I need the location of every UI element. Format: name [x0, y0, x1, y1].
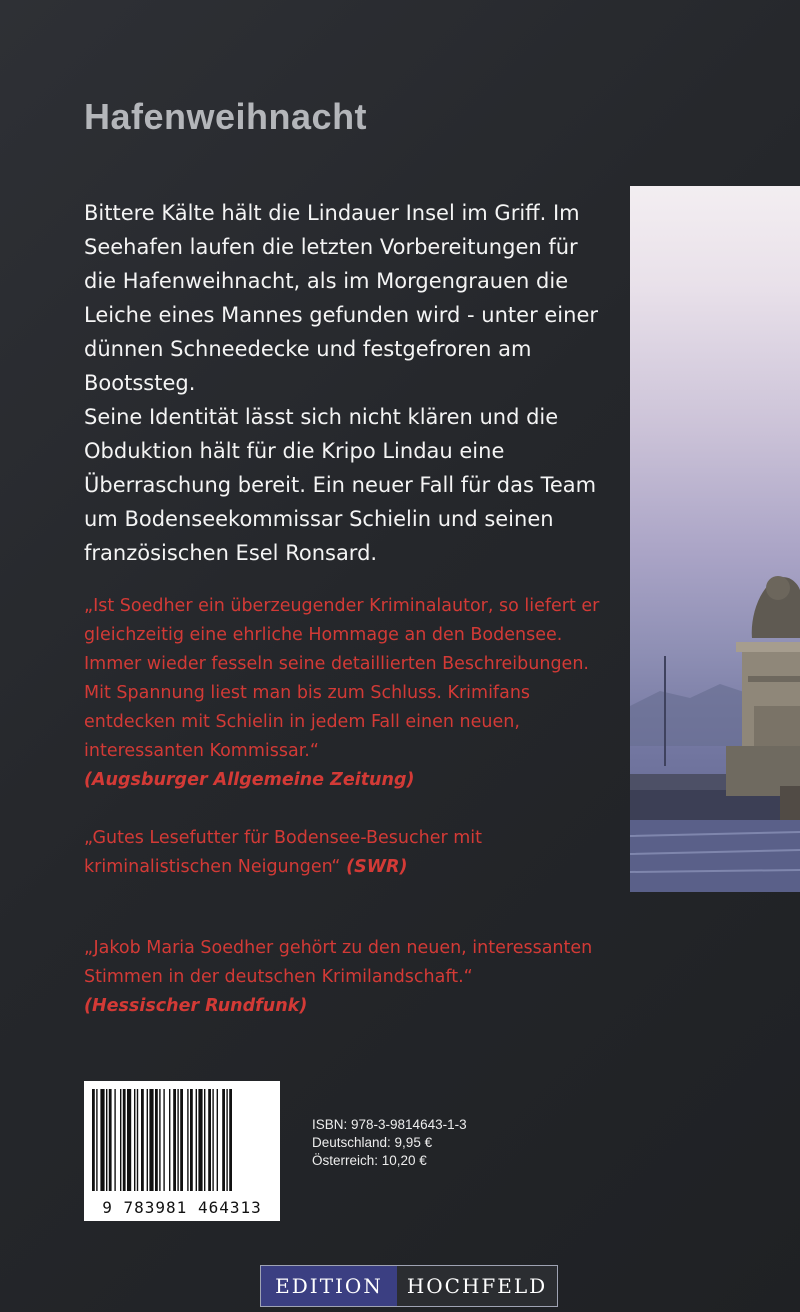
review-quote — [84, 592, 604, 795]
review-text: „Gutes Lesefutter für Bodensee-Besucher mit kriminalistischen Neigungen“ — [84, 828, 483, 877]
book-blurb — [84, 196, 604, 570]
price-germany: Deutschland: 9,95 € — [312, 1135, 433, 1150]
review-text: „Ist Soedher ein überzeugender Kriminalautor, so liefert er gleichzeitig eine ehrliche Hommage an den Bodensee. Immer wieder fesseln seine detaillierten Beschreibungen. Mit Spannung liest man bis zum Schluss. Krimifans entdecken mit Schielin in jedem Fall einen neuen, interessanten Kommissar.“ — [84, 596, 600, 761]
price-austria: Österreich: 10,20 € — [312, 1153, 427, 1168]
cover-photo-lindau-harbor — [630, 186, 800, 892]
barcode-digits: 9 783981 464313 — [102, 1198, 262, 1217]
publisher-logo-left: EDITION — [261, 1266, 397, 1306]
review-source: (Augsburger Allgemeine Zeitung) — [84, 770, 415, 790]
review-quote — [84, 824, 604, 882]
review-source: (Hessischer Rundfunk) — [84, 996, 308, 1016]
isbn-text: ISBN: 978-3-9814643-1-3 — [312, 1117, 467, 1132]
price-info — [312, 1116, 467, 1170]
harbor-lion-illustration — [630, 186, 800, 892]
publisher-logo — [260, 1265, 558, 1307]
book-title: Hafenweihnacht — [84, 96, 368, 137]
blurb-paragraph: Seine Identität lässt sich nicht klären und die Obduktion hält für die Kripo Lindau eine Überraschung bereit. Ein neuer Fall für das Team um Bodenseekommissar Schielin und seinen französischen Esel Ronsard. — [84, 405, 597, 565]
isbn-barcode — [84, 1081, 280, 1221]
review-source: (SWR) — [346, 857, 408, 877]
review-text: „Jakob Maria Soedher gehört zu den neuen, interessanten Stimmen in der deutschen Krimilandschaft.“ — [84, 938, 593, 987]
publisher-logo-right: HOCHFELD — [397, 1266, 557, 1306]
blurb-paragraph: Bittere Kälte hält die Lindauer Insel im Griff. Im Seehafen laufen die letzten Vorbereitungen für die Hafenweihnacht, als im Morgengrauen die Leiche eines Mannes gefunden wird - unter einer dünnen Schneedecke und festgefroren am Bootssteg. — [84, 201, 599, 395]
review-quote — [84, 934, 604, 1021]
